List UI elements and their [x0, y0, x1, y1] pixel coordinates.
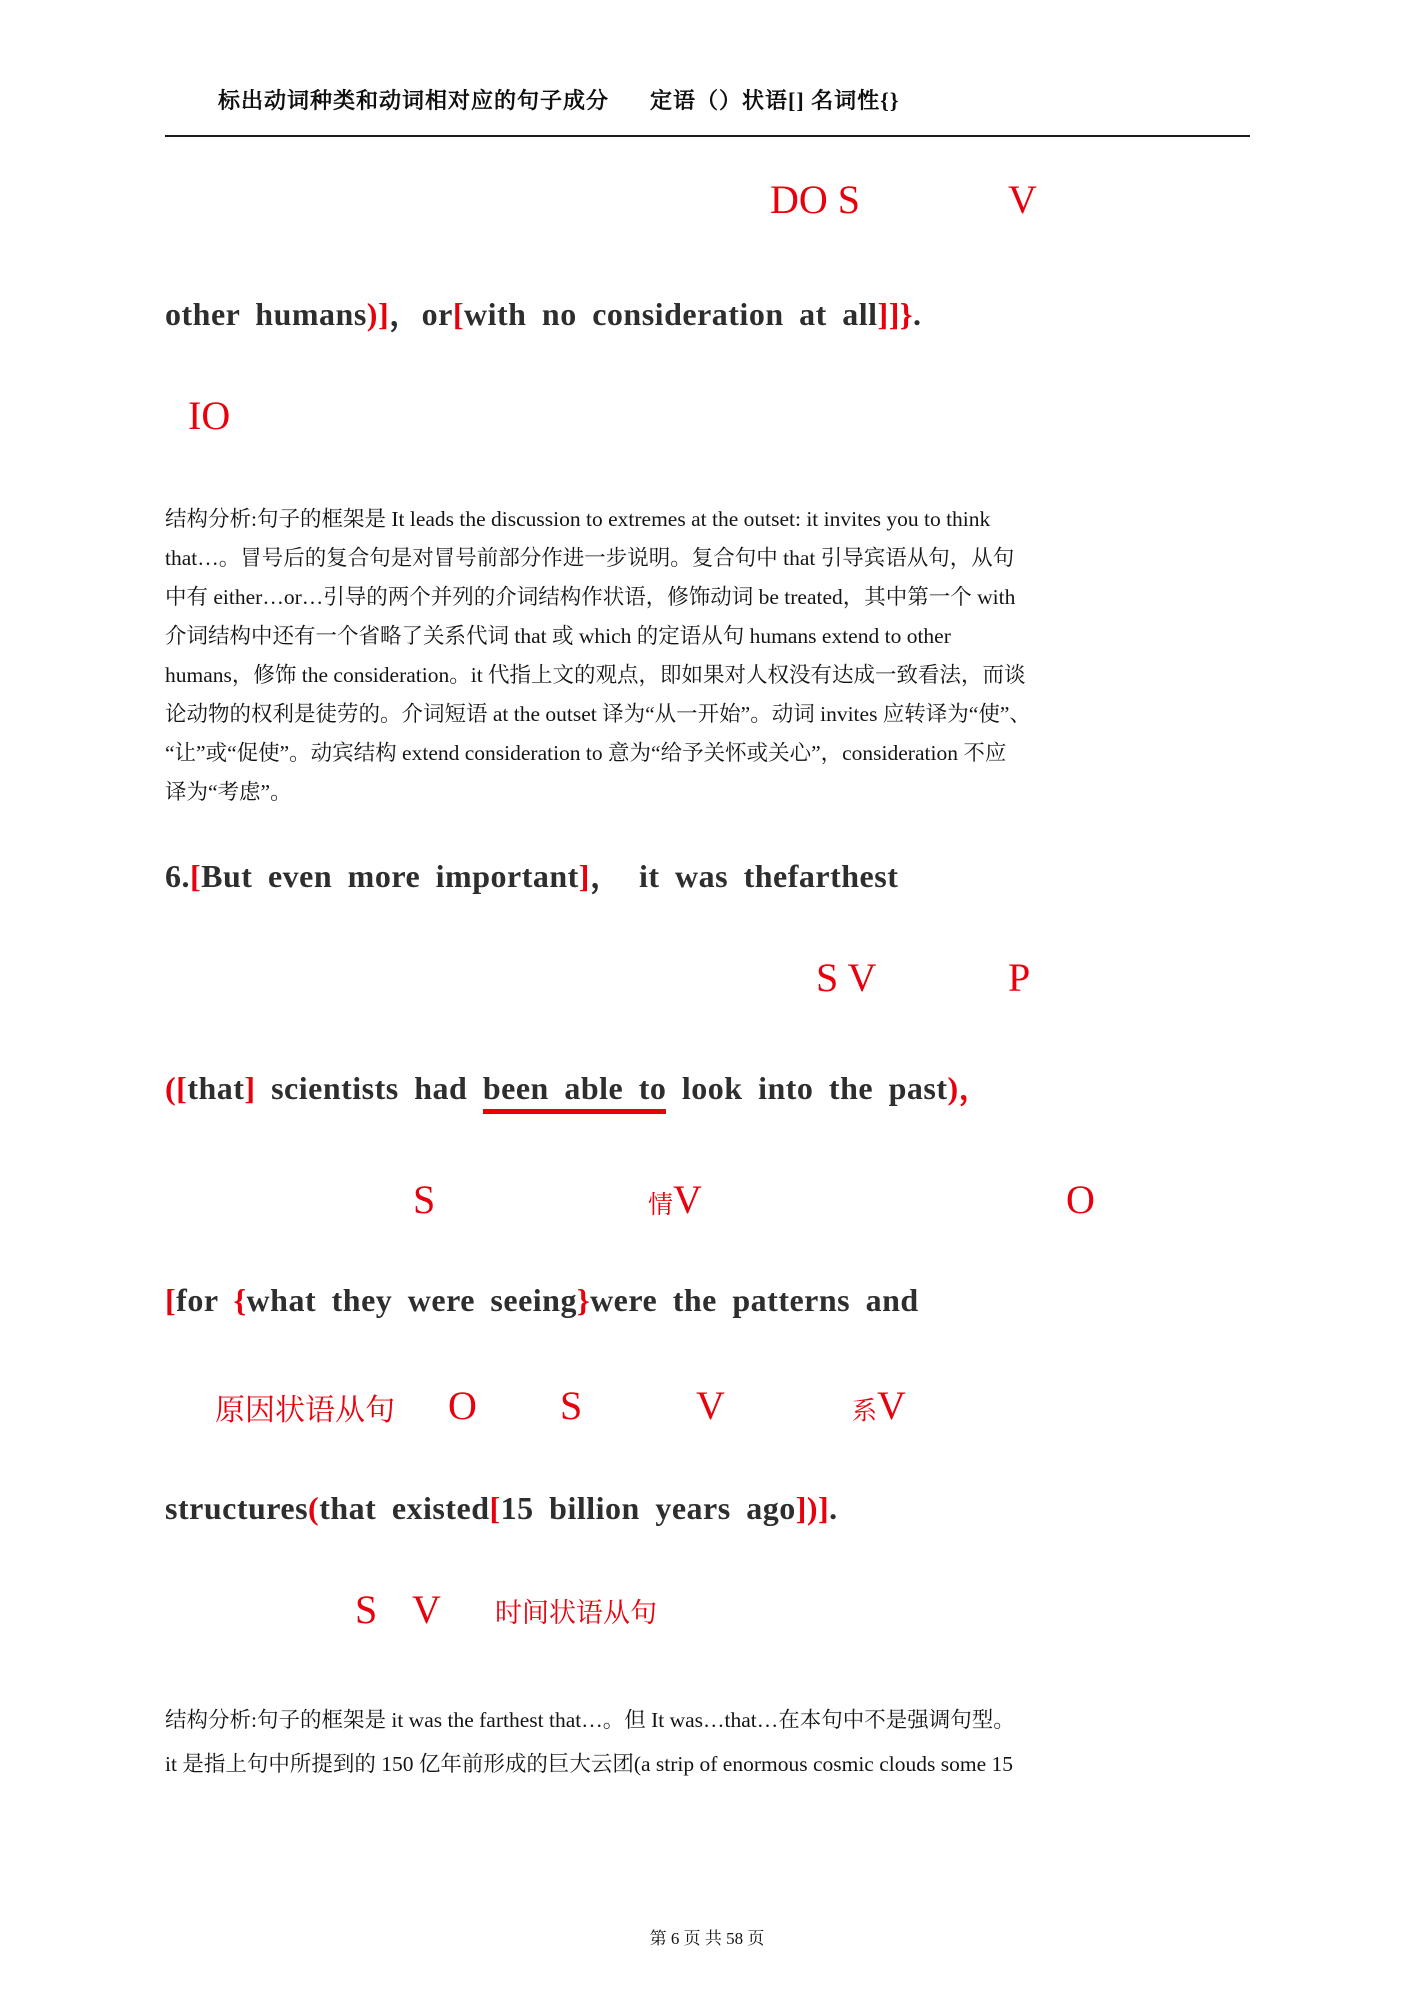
annotation-io: IO [188, 393, 231, 438]
paragraph-line: 结构分析:句子的框架是 it was the farthest that…。但 It was…that…在本句中不是强调句型。 [165, 1708, 1015, 1732]
text-segment: . [912, 296, 922, 332]
text-segment: for [176, 1282, 234, 1318]
text-segment: 6. [165, 858, 190, 894]
paragraph-line: that…。冒号后的复合句是对冒号前部分作进一步说明。复合句中 that 引导宾语从句，从句 [165, 546, 1015, 570]
text-segment: . [829, 1490, 838, 1526]
text-segment: been able to [483, 1070, 667, 1114]
annotation-do-s: DO S [770, 177, 861, 222]
text-segment: [ [176, 1070, 188, 1106]
annotation-sv: S V [816, 955, 877, 1000]
text-segment: [ [165, 1282, 177, 1318]
sentence-line-that-scientists [165, 1069, 991, 1107]
text-segment: [ [190, 858, 202, 894]
text-segment: ) [947, 1070, 959, 1106]
text-segment: that [187, 1070, 245, 1106]
header-rule [165, 135, 1250, 137]
text-segment: )] [366, 296, 390, 332]
annotation-s4: S [355, 1587, 378, 1632]
annotation-v5: V [412, 1587, 441, 1632]
paragraph-line: it 是指上句中所提到的 150 亿年前形成的巨大云团(a strip of enormous cosmic clouds some 15 [165, 1752, 1013, 1776]
annotation-xi-v [852, 1383, 906, 1428]
text-segment: ( [308, 1490, 320, 1526]
text-segment: what they were seeing [246, 1282, 577, 1318]
annotation-s2: S [413, 1177, 436, 1222]
text-segment: or [421, 296, 453, 332]
paragraph-line: 论动物的权利是徒劳的。介词短语 at the outset 译为“从一开始”。动词 invites 应转译为“使”、 [165, 702, 1031, 726]
paragraph-line: 结构分析:句子的框架是 It leads the discussion to extremes at the outset: it invites you to think [165, 507, 991, 531]
paragraph-line: humans，修饰 the consideration。it 代指上文的观点，即如果对人权没有达成一致看法，而谈 [165, 663, 1026, 687]
text-segment: ] [578, 858, 590, 894]
text-segment: with no consideration at all [463, 296, 878, 332]
analysis-paragraph-2 [165, 1698, 1015, 1786]
annotation-xi-label: 系 [852, 1398, 878, 1425]
paragraph-line: 译为“考虑”。 [165, 780, 292, 804]
text-segment: [ [489, 1490, 501, 1526]
text-segment: structures [165, 1490, 309, 1526]
header-left-title: 标出动词种类和动词相对应的句子成分 [218, 88, 610, 113]
annotation-o: O [1066, 1177, 1095, 1222]
paragraph-line: 中有 either…or…引导的两个并列的介词结构作状语，修饰动词 be treated，其中第一个 with [165, 585, 1016, 609]
annotation-v3: V [696, 1383, 725, 1428]
annotation-o2: O [448, 1383, 477, 1428]
annotation-p: P [1008, 955, 1031, 1000]
sentence-line-other-humans [165, 295, 921, 333]
text-segment: scientists had [255, 1070, 483, 1106]
text-segment: look into the past [666, 1070, 948, 1106]
annotation-v: V [1008, 177, 1037, 222]
annotation-v4: V [877, 1383, 906, 1428]
text-segment: ( [165, 1070, 177, 1106]
text-segment: that existed [319, 1490, 490, 1526]
text-segment: other humans [165, 296, 367, 332]
paragraph-line: “让”或“促使”。动宾结构 extend consideration to 意为“给予关怀或关心”，consideration 不应 [165, 741, 1007, 765]
sentence-heading-6 [165, 857, 898, 895]
text-segment: ]]} [877, 296, 913, 332]
text-segment: 15 billion years ago [500, 1490, 796, 1526]
annotation-cause-adverbial-clause: 原因状语从句 [215, 1394, 395, 1427]
header-legend: 定语（）状语[] 名词性{} [650, 88, 900, 113]
page-number-footer: 第 6 页 共 58 页 [649, 1929, 765, 1948]
text-segment: } [576, 1282, 591, 1318]
text-segment: But even more important [201, 858, 579, 894]
annotation-time-adverbial-clause: 时间状语从句 [495, 1598, 657, 1628]
annotation-s3: S [560, 1383, 583, 1428]
sentence-line-structures [165, 1489, 838, 1527]
sentence-line-for-what [165, 1281, 919, 1319]
text-segment: ] [244, 1070, 256, 1106]
paragraph-line: 介词结构中还有一个省略了关系代词 that 或 which 的定语从句 humans extend to other [165, 624, 951, 648]
text-segment: were the patterns and [590, 1282, 919, 1318]
text-segment: ， [389, 296, 422, 332]
text-segment: ， it was thefarthest [589, 858, 899, 894]
annotation-v2: V [673, 1177, 702, 1222]
annotation-qing-v [648, 1177, 702, 1222]
text-segment: ])] [795, 1490, 830, 1526]
text-segment: { [233, 1282, 247, 1318]
text-segment: ， [958, 1070, 992, 1106]
text-segment: [ [452, 296, 464, 332]
analysis-paragraph-1 [165, 500, 1031, 812]
annotation-qing-label: 情 [648, 1192, 674, 1219]
